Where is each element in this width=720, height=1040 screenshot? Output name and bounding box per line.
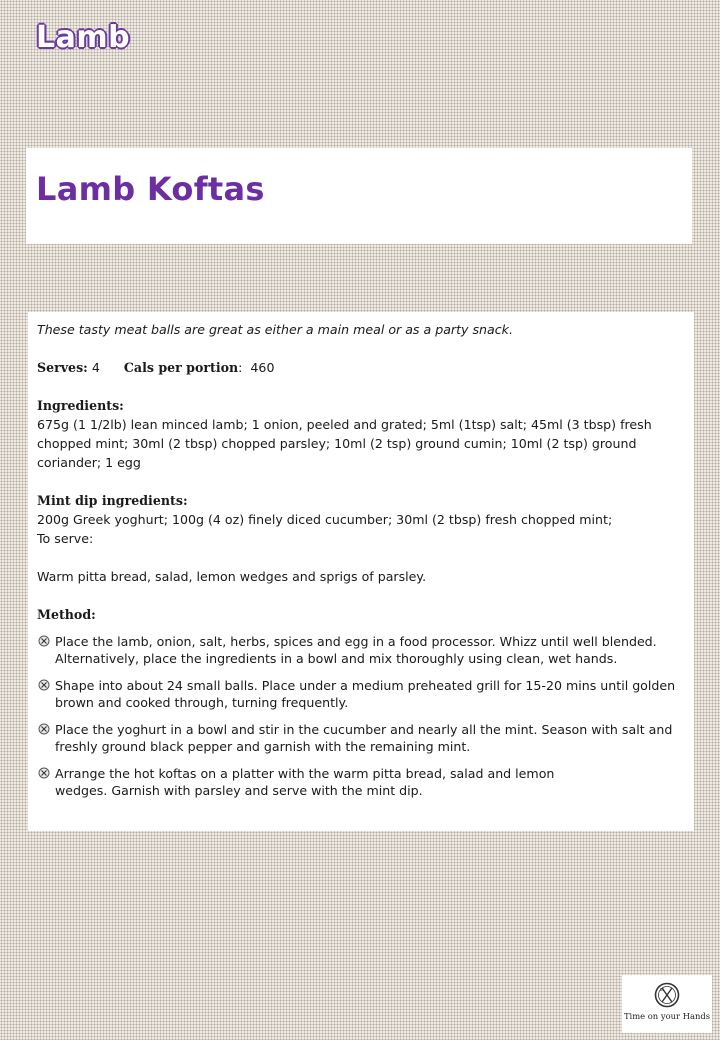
- method-heading: Method: [37, 607, 92, 622]
- ingredients-heading: Ingredients: [37, 398, 120, 413]
- title-box: [26, 148, 692, 244]
- method-step-text: Arrange the hot koftas on a platter with the warm pitta bread, salad and lemon wedges. Garnish with parsley and serve with the mint dip.: [55, 766, 555, 798]
- mint-dip-text: 200g Greek yoghurt; 100g (4 oz) finely diced cucumber; 30ml (2 tbsp) fresh chopped mint;: [37, 512, 613, 527]
- to-serve-section: [37, 567, 680, 586]
- method-heading-row: Method:: [37, 607, 96, 622]
- serves-value: 4: [91, 360, 100, 375]
- recipe-content: [28, 312, 694, 831]
- method-step: [37, 765, 680, 799]
- clock-utensils-icon: [654, 982, 680, 1008]
- method-step-text: Shape into about 24 small balls. Place under a medium preheated grill for 15-20 mins until golden brown and cooked through, turning frequently.: [55, 678, 676, 710]
- ingredients-text: 675g (1 1/2lb) lean minced lamb; 1 onion, peeled and grated; 5ml (1tsp) salt; 45ml (3 tbsp) fresh chopped mint; 30ml (2 tbsp) chopped parsley; 10ml (2 tsp) ground cumin; 10ml (2 tsp) ground coriander; 1 egg: [37, 417, 652, 470]
- method-list: [37, 633, 680, 799]
- mint-dip-heading: Mint dip ingredients: [37, 493, 183, 508]
- bullet-icon: [38, 635, 50, 647]
- method-step: [37, 633, 680, 667]
- method-step: [37, 721, 680, 755]
- recipe-intro: These tasty meat balls are great as either a main meal or as a party snack.: [37, 322, 513, 337]
- bullet-icon: [38, 679, 50, 691]
- method-step: [37, 677, 680, 711]
- serves-line: Serves: 4 Cals per portion: 460: [37, 360, 275, 375]
- serves-label: Serves: [37, 360, 84, 375]
- brand-logo: [622, 975, 712, 1033]
- recipe-title: Lamb Koftas: [36, 170, 265, 208]
- to-serve-label: To serve:: [37, 531, 94, 546]
- calories-value: 460: [250, 360, 275, 375]
- logo-text: Time on your Hands: [623, 1011, 711, 1021]
- category-heading: Lamb: [36, 20, 131, 55]
- method-step-text: Place the lamb, onion, salt, herbs, spices and egg in a food processor. Whizz until well blended. Alternatively, place the ingredients in a bowl and mix thoroughly using clean, wet hands.: [55, 634, 657, 666]
- method-step-text: Place the yoghurt in a bowl and stir in the cucumber and nearly all the mint. Season with salt and freshly ground black pepper and garnish with the remaining mint.: [55, 722, 673, 754]
- ingredients-section: Ingredients: 675g (1 1/2lb) lean minced lamb; 1 onion, peeled and grated; 5ml (1tsp) salt; 45ml (3 tbsp) fresh chopped mint; 30ml (2 tbsp) chopped parsley; 10ml (2 tsp) ground cumin; 10ml (2 tsp) ground coriander; 1 egg: [37, 396, 680, 472]
- mint-dip-section: Mint dip ingredients: 200g Greek yoghurt; 100g (4 oz) finely diced cucumber; 30ml (2 tbsp) fresh chopped mint; To serve:: [37, 491, 680, 548]
- calories-label: Cals per portion: [123, 360, 239, 375]
- bullet-icon: [38, 723, 50, 735]
- to-serve-text: Warm pitta bread, salad, lemon wedges and sprigs of parsley.: [37, 569, 427, 584]
- bullet-icon: [38, 767, 50, 779]
